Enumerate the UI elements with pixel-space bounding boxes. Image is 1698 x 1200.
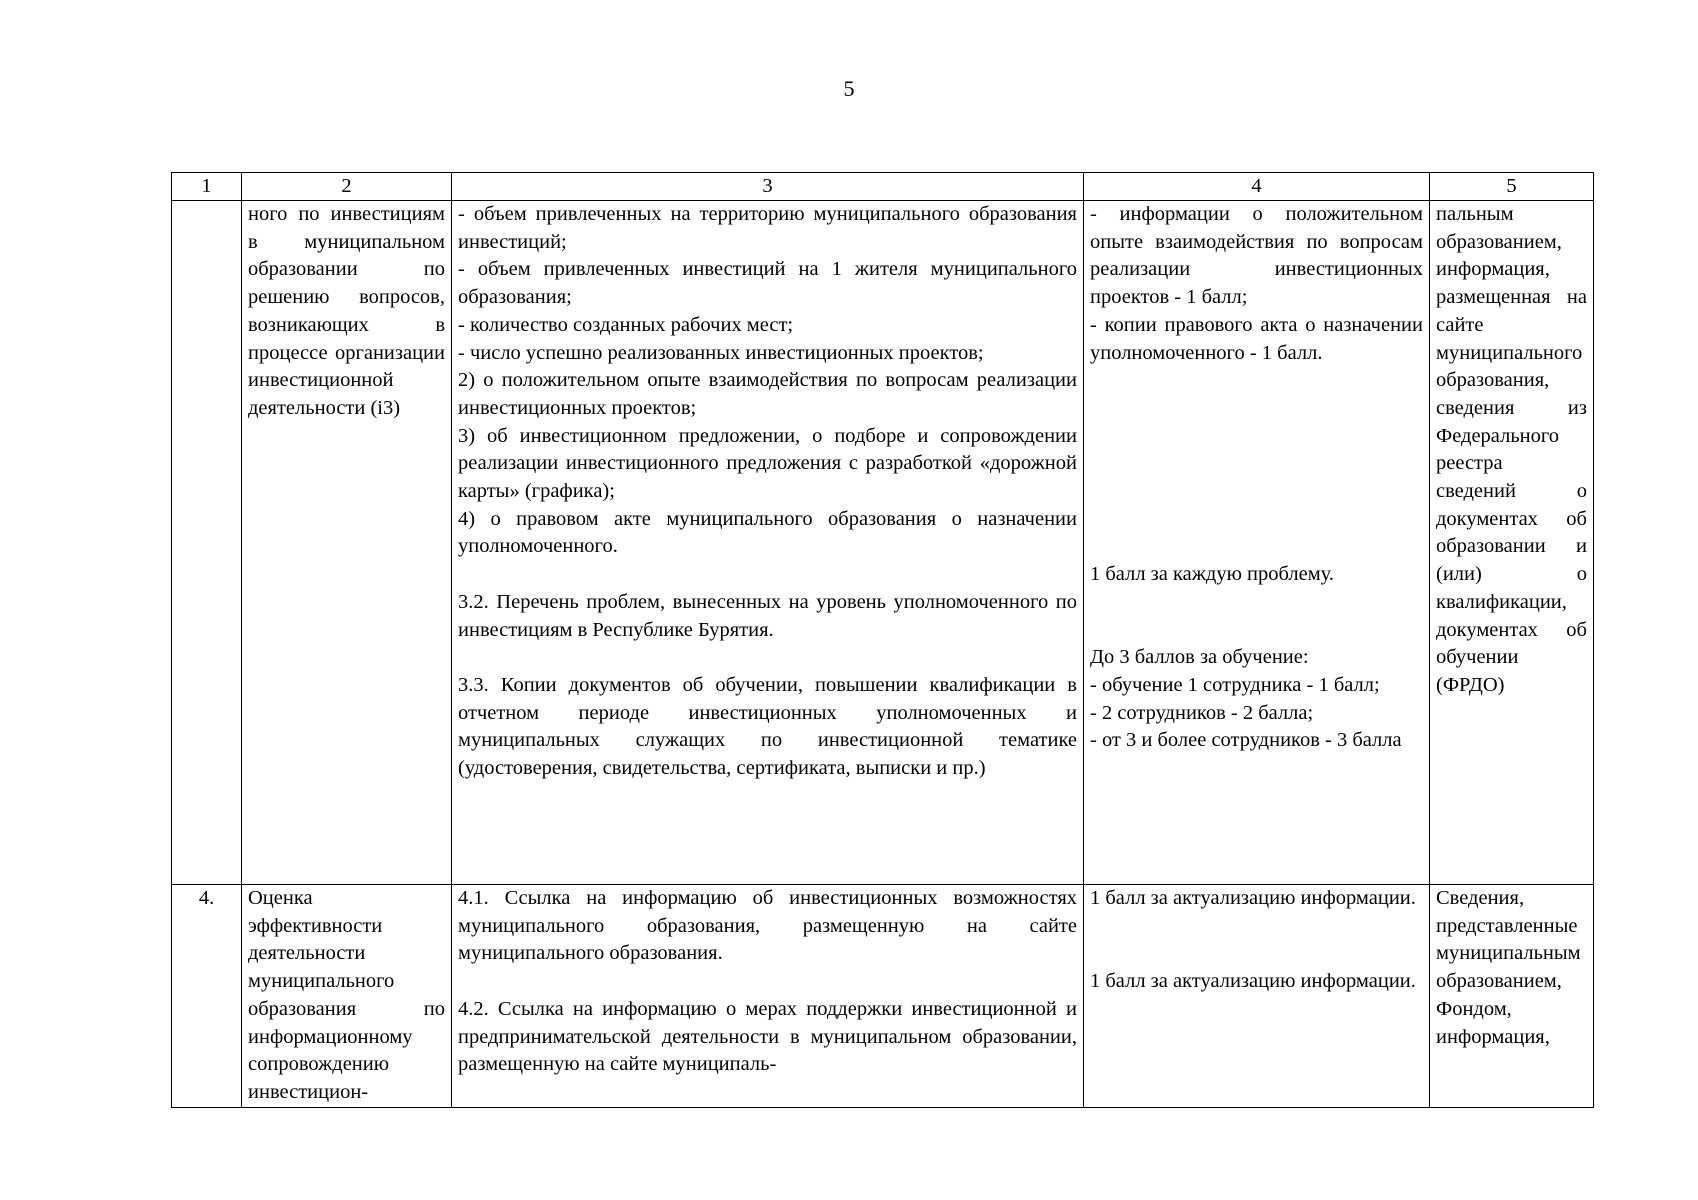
header-col-2: 2 <box>242 173 452 201</box>
header-col-3: 3 <box>452 173 1084 201</box>
points-item: 1 балл за каждую проблему. <box>1090 563 1335 586</box>
row-number <box>172 201 242 885</box>
header-col-1: 1 <box>172 173 242 201</box>
doc-item: - количество созданных рабочих мест; <box>458 313 794 336</box>
doc-item: 4.2. Ссылка на информацию о мерах поддержки инвестиционной и предпринимательской деятельности в муниципальном образовании, размещенную на сайте муниципаль- <box>458 997 1077 1076</box>
doc-item: - объем привлеченных на территорию муниципального образования инвестиций; <box>458 203 1077 253</box>
points-item: - копии правового акта о назначении уполномоченного - 1 балл. <box>1090 313 1423 364</box>
points-cell <box>1084 201 1430 885</box>
doc-item: 2) о положительном опыте взаимодействия по вопросам реализации инвестиционных проектов; <box>458 369 1077 419</box>
row-number: 4. <box>172 885 242 1108</box>
doc-item: - объем привлеченных инвестиций на 1 жителя муниципального образования; <box>458 258 1077 309</box>
criteria-table <box>171 172 1594 1108</box>
doc-item: 3) об инвестиционном предложении, о подборе и сопровождении реализации инвестиционного предложения с разработкой «дорожной карты» (графика); <box>458 424 1077 503</box>
criterion-cell: Оценка эффективности деятельности муниципального образования по информационному сопровождению инвестицион- <box>242 885 452 1108</box>
documents-cell <box>452 885 1084 1108</box>
doc-item: 3.2. Перечень проблем, вынесенных на уровень уполномоченного по инвестициям в Республике Бурятия. <box>458 590 1077 641</box>
points-item: 1 балл за актуализацию информации. <box>1090 970 1416 993</box>
points-item: - 2 сотрудников - 2 балла; <box>1090 701 1314 724</box>
points-item: 1 балл за актуализацию информации. <box>1090 887 1416 909</box>
documents-cell <box>452 201 1084 885</box>
points-cell <box>1084 885 1430 1108</box>
doc-item: 4.1. Ссылка на информацию об инвестиционных возможностях муниципального образования, размещенную на сайте муниципального образования. <box>458 887 1077 965</box>
doc-item: 3.3. Копии документов об обучении, повышении квалификации в отчетном периоде инвестиционных уполномоченных и муниципальных служащих по инвестиционной тематике (удостоверения, свидетельства, сертификата, выписки и пр.) <box>458 673 1077 780</box>
doc-item: - число успешно реализованных инвестиционных проектов; <box>458 341 984 364</box>
points-item: - информации о положительном опыте взаимодействия по вопросам реализации инвестиционных проектов - 1 балл; <box>1090 203 1423 309</box>
source-cell: Сведения, представленные муниципальным образованием, Фондом, информация, <box>1430 885 1594 1108</box>
criterion-cell: ного по инвестициям в муниципальном образовании по решению вопросов, возникающих в процессе организации инвестиционной деятельности (i3) <box>242 201 452 885</box>
page-number: 5 <box>843 76 855 101</box>
source-cell: пальным образованием, информация, размещенная на сайте муниципального образования, сведения из Федерального реестра сведений о документах об образовании и (или) о квалификации, документах об обучении (ФРДО) <box>1430 201 1594 885</box>
points-item: - обучение 1 сотрудника - 1 балл; <box>1090 673 1380 696</box>
header-col-4: 4 <box>1084 173 1430 201</box>
table-row <box>172 201 1594 885</box>
doc-item: 4) о правовом акте муниципального образования о назначении уполномоченного. <box>458 507 1077 558</box>
header-col-5: 5 <box>1430 173 1594 201</box>
points-item: До 3 баллов за обучение: <box>1090 646 1309 669</box>
points-item: - от 3 и более сотрудников - 3 балла <box>1090 729 1402 752</box>
table-row <box>172 885 1594 1108</box>
table-header-row <box>172 173 1594 201</box>
